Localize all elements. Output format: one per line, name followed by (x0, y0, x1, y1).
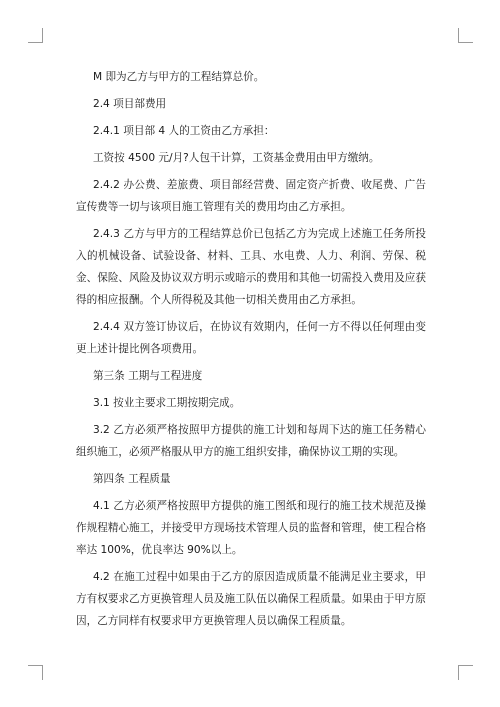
paragraph-wage-standard: 工资按 4500 元/月?人包干计算，工资基金费用由甲方缴纳。 (92, 152, 380, 164)
crop-mark-bottom-right (458, 665, 473, 680)
clause-2-4-3: 2.4.3 乙方与甲方的工程结算总价已包括乙方为完成上述施工任务所投入的机械设备、试验设备、材料、工具、水电费、人力、利润、劳保、税金、保险、风险及协议双方明示或暗示的费用和其他一切需投入费用及应获得的相应报酬。个人所得税及其他一切相关费用由乙方承担。 (76, 228, 426, 306)
clause-2-4-4: 2.4.4 双方签订协议后，在协议有效期内，任何一方不得以任何理由变更上述计提比例各项费用。 (76, 321, 426, 355)
section-heading-2-4: 2.4 项目部费用 (92, 98, 167, 110)
crop-mark-top-right (458, 28, 473, 43)
crop-mark-bottom-left (28, 665, 43, 680)
document-body (76, 66, 426, 637)
article-3-heading: 第三条 工期与工程进度 (92, 370, 203, 382)
clause-3-1: 3.1 按业主要求工期按期完成。 (92, 397, 241, 409)
paragraph-settlement-price: M 即为乙方与甲方的工程结算总价。 (92, 71, 265, 83)
clause-2-4-2: 2.4.2 办公费、差旅费、项目部经营费、固定资产折费、收尾费、广告宣传费等一切与该项目施工管理有关的费用均由乙方承担。 (76, 179, 426, 213)
clause-3-2: 3.2 乙方必须严格按照甲方提供的施工计划和每周下达的施工任务精心组织施工，必须严格服从甲方的施工组织安排，确保协议工期的实现。 (76, 424, 426, 458)
clause-2-4-1: 2.4.1 项目部 4 人的工资由乙方承担： (92, 125, 275, 137)
clause-4-1: 4.1 乙方必须严格按照甲方提供的施工图纸和现行的施工技术规范及操作规程精心施工，并接受甲方现场技术管理人员的监督和管理，使工程合格率达 100%，优良率达 90%以上。 (76, 500, 426, 556)
clause-4-2: 4.2 在施工过程中如果由于乙方的原因造成质量不能满足业主要求，甲方有权要求乙方更换管理人员及施工队伍以确保工程质量。如果由于甲方原因，乙方同样有权要求甲方更换管理人员以确保工程质量。 (76, 571, 426, 627)
crop-mark-top-left (28, 28, 43, 43)
article-4-heading: 第四条 工程质量 (92, 473, 171, 485)
